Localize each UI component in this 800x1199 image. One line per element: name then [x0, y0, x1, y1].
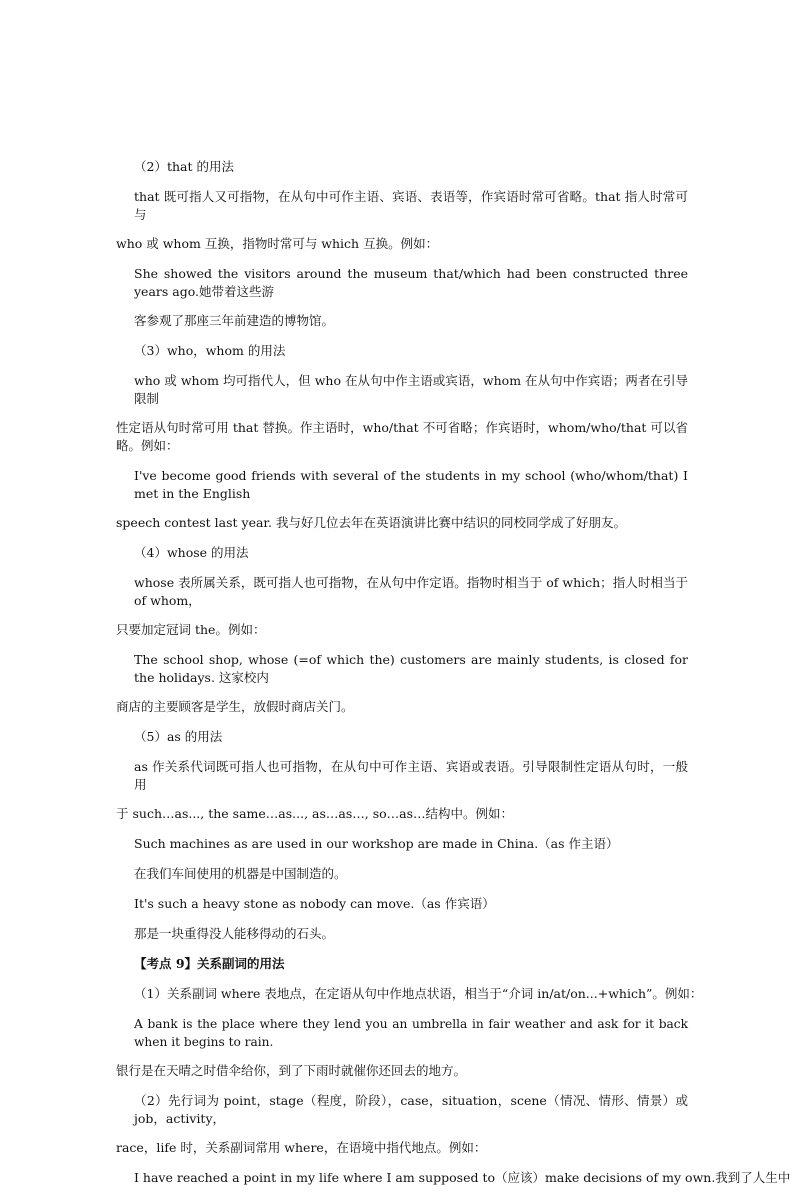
- section-heading-whose: （4）whose 的用法: [134, 545, 249, 560]
- where-rule: （1）关系副词 where 表地点，在定语从句中作地点状语，相当于“介词 in/at/on...+which”。例如：: [134, 986, 703, 1001]
- text-line: The school shop, whose (=of which the) customers are mainly students, is closed for the holidays. 这家校内: [134, 652, 688, 685]
- text-line: as 作关系代词既可指人也可指物，在从句中可作主语、宾语或表语。引导限制性定语从句时，一般用: [134, 759, 688, 792]
- point-example: I have reached a point in my life where I am supposed to（应该）make decisions of my own.我到了人生中: [134, 1170, 791, 1185]
- whose-usage-paragraph: [116, 574, 688, 639]
- text-line: She showed the visitors around the museum that/which had been constructed three years ago.她带着这些游: [134, 266, 688, 299]
- text-line: A bank is the place where they lend you an umbrella in fair weather and ask for it back when it begins to rain.: [134, 1017, 688, 1049]
- kaodian-9-heading: 【考点 9】关系副词的用法: [134, 956, 285, 971]
- who-whom-example: [116, 467, 688, 532]
- as-example-object-translation: 那是一块重得没人能移得动的石头。: [134, 926, 335, 941]
- text-line: speech contest last year. 我与好几位去年在英语演讲比赛中结识的同校同学成了好朋友。: [116, 515, 626, 530]
- text-line: 只要加定冠词 the。例如：: [116, 622, 266, 637]
- text-line: 客参观了那座三年前建造的博物馆。: [134, 313, 335, 328]
- as-example-subject-translation: 在我们车间使用的机器是中国制造的。: [134, 866, 347, 881]
- antecedent-rule: [116, 1092, 688, 1157]
- text-line: 银行是在天晴之时借伞给你，到了下雨时就催你还回去的地方。: [116, 1063, 467, 1078]
- who-whom-usage-paragraph: [116, 372, 688, 455]
- text-line: 性定语从句时常可用 that 替换。作主语时，who/that 不可省略；作宾语时，whom/who/that 可以省略。例如：: [116, 420, 688, 453]
- text-line: who 或 whom 互换，指物时常可与 which 互换。例如：: [116, 236, 439, 251]
- as-usage-paragraph: [116, 758, 688, 823]
- where-example: [116, 1015, 688, 1080]
- section-heading-that: （2）that 的用法: [134, 159, 234, 174]
- section-heading-who-whom: （3）who，whom 的用法: [134, 343, 286, 358]
- text-line: （2）先行词为 point，stage（程度，阶段），case，situation，scene（情况、情形、情景）或 job，activity，: [134, 1093, 688, 1126]
- document-body: [116, 158, 791, 1199]
- that-usage-paragraph: [116, 188, 688, 253]
- as-example-object: It's such a heavy stone as nobody can move.（as 作宾语）: [134, 896, 495, 911]
- text-line: race，life 时，关系副词常用 where，在语境中指代地点。例如：: [116, 1140, 487, 1155]
- text-line: whose 表所属关系，既可指人也可指物，在从句中作定语。指物时相当于 of which；指人时相当于 of whom，: [134, 575, 688, 608]
- text-line: who 或 whom 均可指代人，但 who 在从句中作主语或宾语，whom 在从句中作宾语；两者在引导限制: [134, 373, 688, 406]
- text-line: 于 such…as..., the same…as..., as…as…, so…as…结构中。例如：: [116, 806, 514, 821]
- text-line: 商店的主要顾客是学生，放假时商店关门。: [116, 699, 354, 714]
- text-line: that 既可指人又可指物，在从句中可作主语、宾语、表语等，作宾语时常可省略。that 指人时常可与: [134, 189, 688, 222]
- that-example: [116, 265, 688, 330]
- as-example-subject: Such machines as are used in our workshop are made in China.（as 作主语）: [134, 836, 619, 851]
- section-heading-as: （5）as 的用法: [134, 729, 223, 744]
- whose-example: [116, 651, 688, 716]
- text-line: I've become good friends with several of the students in my school (who/whom/that) I met in the English: [134, 468, 688, 501]
